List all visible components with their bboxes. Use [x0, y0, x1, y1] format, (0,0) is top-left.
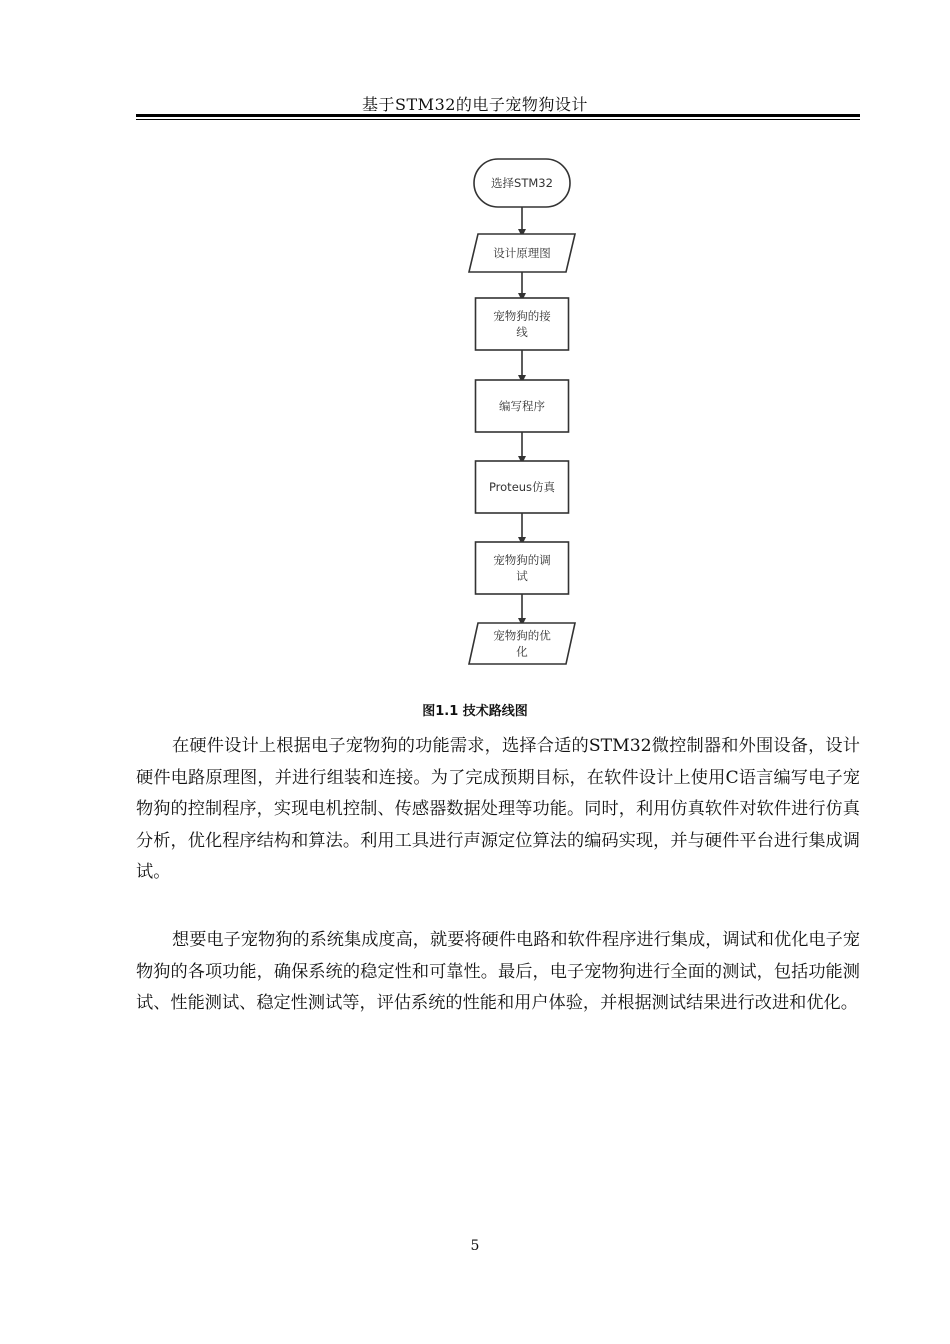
flow-node-label: 设计原理图	[493, 246, 551, 260]
flow-node-3	[476, 298, 569, 350]
flow-node-7	[469, 623, 575, 664]
flow-node-label: Proteus仿真	[488, 480, 556, 494]
flow-node-6	[476, 542, 569, 594]
flow-node-label: 编写程序	[499, 399, 545, 413]
flow-node-4	[476, 380, 569, 432]
flow-node-label: 宠物狗的接	[493, 309, 551, 323]
flow-node-label: 选择STM32	[491, 176, 553, 190]
body-paragraph-1: 在硬件设计上根据电子宠物狗的功能需求，选择合适的STM32微控制器和外围设备，设计硬件电路原理图，并进行组装和连接。为了完成预期目标，在软件设计上使用C语言编写电子宠物狗的控制程序，实现电机控制、传感器数据处理等功能。同时，利用仿真软件对软件进行仿真分析，优化程序结构和算法。利用工具进行声源定位算法的编码实现，并与硬件平台进行集成调试。	[136, 736, 860, 883]
page-number: 5	[470, 1238, 480, 1254]
figure-caption: 图1.1 技术路线图	[422, 704, 528, 719]
flow-node-label: 试	[516, 569, 528, 583]
flow-node-shape	[476, 542, 569, 594]
flow-node-label: 化	[516, 644, 528, 659]
flow-node-label: 宠物狗的优	[493, 628, 551, 643]
flow-node-label: 宠物狗的调	[493, 553, 551, 567]
header-rule-thick	[136, 114, 860, 117]
technical-roadmap-flowchart	[440, 150, 610, 675]
header-rule-thin	[136, 119, 860, 120]
flow-node-2	[469, 234, 575, 272]
body-paragraph-2: 想要电子宠物狗的系统集成度高，就要将硬件电路和软件程序进行集成，调试和优化电子宠物狗的各项功能，确保系统的稳定性和可靠性。最后，电子宠物狗进行全面的测试，包括功能测试、性能测试、稳定性测试等，评估系统的性能和用户体验，并根据测试结果进行改进和优化。	[136, 930, 860, 1014]
flow-node-5	[476, 461, 569, 513]
flow-node-label: 线	[516, 325, 528, 339]
flow-node-1	[474, 159, 570, 207]
flow-node-shape	[476, 298, 569, 350]
header-title: 基于STM32的电子宠物狗设计	[362, 95, 588, 114]
